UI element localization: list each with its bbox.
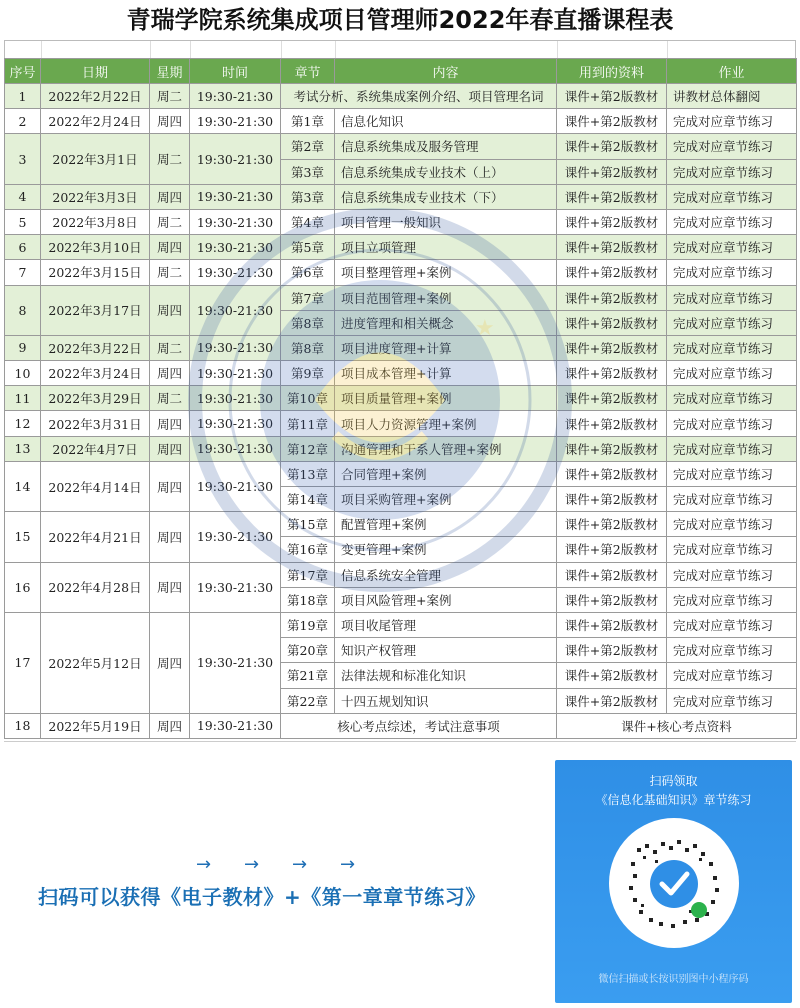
cell-date: 2022年3月31日 bbox=[41, 411, 150, 436]
cell-chapter: 第22章 bbox=[281, 688, 335, 713]
cell-time: 19:30-21:30 bbox=[190, 84, 281, 109]
cell-date: 2022年2月22日 bbox=[41, 84, 150, 109]
cell-date: 2022年3月8日 bbox=[41, 209, 150, 234]
cell-chapter: 第4章 bbox=[281, 209, 335, 234]
cell-homework: 完成对应章节练习 bbox=[667, 335, 797, 360]
cell-weekday: 周四 bbox=[150, 109, 190, 134]
mini-program-qr-code[interactable] bbox=[609, 818, 739, 948]
cell-material: 课件+第2版教材 bbox=[557, 638, 667, 663]
cell-content: 考试分析、系统集成案例介绍、项目管理名词 bbox=[281, 84, 557, 109]
cell-material: 课件+第2版教材 bbox=[557, 109, 667, 134]
cell-time: 19:30-21:30 bbox=[190, 512, 281, 562]
table-row bbox=[5, 436, 797, 461]
cell-homework: 完成对应章节练习 bbox=[667, 638, 797, 663]
cell-chapter: 第13章 bbox=[281, 461, 335, 486]
arrow-right-icon: → bbox=[196, 854, 212, 875]
table-row bbox=[5, 612, 797, 637]
cell-time: 19:30-21:30 bbox=[190, 260, 281, 285]
cell-time: 19:30-21:30 bbox=[190, 612, 281, 713]
cell-no: 5 bbox=[5, 209, 41, 234]
cell-content: 十四五规划知识 bbox=[335, 688, 557, 713]
cell-chapter: 第7章 bbox=[281, 285, 335, 310]
cell-material: 课件+第2版教材 bbox=[557, 386, 667, 411]
cell-no: 11 bbox=[5, 386, 41, 411]
cell-content: 信息系统集成专业技术（上） bbox=[335, 159, 557, 184]
cell-content: 信息系统安全管理 bbox=[335, 562, 557, 587]
cell-time: 19:30-21:30 bbox=[190, 461, 281, 511]
cell-no: 17 bbox=[5, 612, 41, 713]
cell-no: 8 bbox=[5, 285, 41, 335]
cell-no: 6 bbox=[5, 235, 41, 260]
cell-weekday: 周四 bbox=[150, 361, 190, 386]
table-row bbox=[5, 335, 797, 360]
cell-material: 课件+第2版教材 bbox=[557, 361, 667, 386]
cell-chapter: 第3章 bbox=[281, 184, 335, 209]
header-time: 时间 bbox=[190, 59, 281, 84]
table-row bbox=[5, 386, 797, 411]
cell-no: 12 bbox=[5, 411, 41, 436]
header-chapter: 章节 bbox=[281, 59, 335, 84]
cell-date: 2022年4月28日 bbox=[41, 562, 150, 612]
cell-homework: 完成对应章节练习 bbox=[667, 109, 797, 134]
cell-material: 课件+第2版教材 bbox=[557, 209, 667, 234]
cell-weekday: 周四 bbox=[150, 612, 190, 713]
header-homework: 作业 bbox=[667, 59, 797, 84]
cell-no: 7 bbox=[5, 260, 41, 285]
cell-date: 2022年4月7日 bbox=[41, 436, 150, 461]
promo-text: 扫码可以获得《电子教材》+《第一章章节练习》 bbox=[38, 885, 486, 909]
cell-homework: 完成对应章节练习 bbox=[667, 512, 797, 537]
cell-weekday: 周二 bbox=[150, 84, 190, 109]
cell-homework: 完成对应章节练习 bbox=[667, 235, 797, 260]
cell-date: 2022年3月29日 bbox=[41, 386, 150, 411]
table-header-row bbox=[5, 59, 797, 84]
cell-material: 课件+第2版教材 bbox=[557, 461, 667, 486]
cell-homework: 完成对应章节练习 bbox=[667, 461, 797, 486]
cell-date: 2022年3月17日 bbox=[41, 285, 150, 335]
cell-material: 课件+第2版教材 bbox=[557, 688, 667, 713]
cell-no: 2 bbox=[5, 109, 41, 134]
cell-material: 课件+第2版教材 bbox=[557, 612, 667, 637]
cell-weekday: 周四 bbox=[150, 713, 190, 738]
header-no: 序号 bbox=[5, 59, 41, 84]
cell-content: 知识产权管理 bbox=[335, 638, 557, 663]
table-row bbox=[5, 260, 797, 285]
cell-weekday: 周四 bbox=[150, 461, 190, 511]
cell-homework: 完成对应章节练习 bbox=[667, 159, 797, 184]
cell-homework: 完成对应章节练习 bbox=[667, 487, 797, 512]
cell-content: 变更管理+案例 bbox=[335, 537, 557, 562]
cell-weekday: 周四 bbox=[150, 235, 190, 260]
cell-date: 2022年3月15日 bbox=[41, 260, 150, 285]
cell-content: 信息化知识 bbox=[335, 109, 557, 134]
cell-material: 课件+核心考点资料 bbox=[557, 713, 797, 738]
cell-material: 课件+第2版教材 bbox=[557, 184, 667, 209]
cell-material: 课件+第2版教材 bbox=[557, 260, 667, 285]
cell-content: 信息系统集成专业技术（下） bbox=[335, 184, 557, 209]
cell-content: 合同管理+案例 bbox=[335, 461, 557, 486]
cell-chapter: 第20章 bbox=[281, 638, 335, 663]
cell-time: 19:30-21:30 bbox=[190, 713, 281, 738]
cell-no: 14 bbox=[5, 461, 41, 511]
cell-no: 4 bbox=[5, 184, 41, 209]
table-row bbox=[5, 184, 797, 209]
cell-weekday: 周四 bbox=[150, 411, 190, 436]
cell-material: 课件+第2版教材 bbox=[557, 663, 667, 688]
cell-homework: 完成对应章节练习 bbox=[667, 688, 797, 713]
cell-date: 2022年4月21日 bbox=[41, 512, 150, 562]
cell-chapter: 第5章 bbox=[281, 235, 335, 260]
header-date: 日期 bbox=[41, 59, 150, 84]
cell-material: 课件+第2版教材 bbox=[557, 512, 667, 537]
cell-weekday: 周二 bbox=[150, 134, 190, 184]
svg-text:★: ★ bbox=[475, 316, 495, 341]
cell-weekday: 周二 bbox=[150, 335, 190, 360]
cell-chapter: 第11章 bbox=[281, 411, 335, 436]
cell-material: 课件+第2版教材 bbox=[557, 310, 667, 335]
table-row bbox=[5, 134, 797, 159]
cell-time: 19:30-21:30 bbox=[190, 184, 281, 209]
cell-material: 课件+第2版教材 bbox=[557, 159, 667, 184]
cell-homework: 完成对应章节练习 bbox=[667, 436, 797, 461]
table-row bbox=[5, 512, 797, 537]
arrow-right-icon: → bbox=[292, 854, 308, 875]
qr-caption-subtitle: 《信息化基础知识》章节练习 bbox=[595, 793, 752, 807]
cell-date: 2022年3月3日 bbox=[41, 184, 150, 209]
cell-chapter: 第14章 bbox=[281, 487, 335, 512]
cell-time: 19:30-21:30 bbox=[190, 134, 281, 184]
cell-time: 19:30-21:30 bbox=[190, 562, 281, 612]
cell-chapter: 第21章 bbox=[281, 663, 335, 688]
cell-material: 课件+第2版教材 bbox=[557, 562, 667, 587]
table-row bbox=[5, 109, 797, 134]
cell-homework: 完成对应章节练习 bbox=[667, 411, 797, 436]
table-row bbox=[5, 411, 797, 436]
cell-homework: 讲教材总体翻阅 bbox=[667, 84, 797, 109]
table-row bbox=[5, 285, 797, 310]
cell-content: 核心考点综述，考试注意事项 bbox=[281, 713, 557, 738]
cell-time: 19:30-21:30 bbox=[190, 361, 281, 386]
cell-date: 2022年2月24日 bbox=[41, 109, 150, 134]
cell-homework: 完成对应章节练习 bbox=[667, 386, 797, 411]
cell-homework: 完成对应章节练习 bbox=[667, 184, 797, 209]
cell-chapter: 第3章 bbox=[281, 159, 335, 184]
cell-date: 2022年3月1日 bbox=[41, 134, 150, 184]
cell-content: 项目进度管理+计算 bbox=[335, 335, 557, 360]
cell-content: 项目收尾管理 bbox=[335, 612, 557, 637]
cell-weekday: 周四 bbox=[150, 285, 190, 335]
cell-homework: 完成对应章节练习 bbox=[667, 260, 797, 285]
cell-weekday: 周四 bbox=[150, 184, 190, 209]
cell-chapter: 第6章 bbox=[281, 260, 335, 285]
cell-chapter: 第2章 bbox=[281, 134, 335, 159]
cell-date: 2022年4月14日 bbox=[41, 461, 150, 511]
cell-time: 19:30-21:30 bbox=[190, 285, 281, 335]
table-row bbox=[5, 209, 797, 234]
cell-material: 课件+第2版教材 bbox=[557, 411, 667, 436]
cell-content: 项目质量管理+案例 bbox=[335, 386, 557, 411]
qr-hint: 微信扫描或长按识别图中小程序码 bbox=[598, 974, 749, 985]
page-title: 青瑞学院系统集成项目管理师2022年春直播课程表 bbox=[126, 6, 674, 34]
qr-card bbox=[555, 760, 792, 1003]
cell-weekday: 周四 bbox=[150, 512, 190, 562]
cell-no: 18 bbox=[5, 713, 41, 738]
cell-chapter: 第9章 bbox=[281, 361, 335, 386]
qr-pattern-icon bbox=[609, 818, 739, 948]
cell-chapter: 第8章 bbox=[281, 310, 335, 335]
cell-weekday: 周四 bbox=[150, 436, 190, 461]
cell-chapter: 第15章 bbox=[281, 512, 335, 537]
cell-content: 项目风险管理+案例 bbox=[335, 587, 557, 612]
cell-weekday: 周二 bbox=[150, 209, 190, 234]
promo-arrows bbox=[196, 854, 366, 875]
cell-material: 课件+第2版教材 bbox=[557, 587, 667, 612]
cell-homework: 完成对应章节练习 bbox=[667, 361, 797, 386]
header-weekday: 星期 bbox=[150, 59, 190, 84]
cell-time: 19:30-21:30 bbox=[190, 209, 281, 234]
cell-weekday: 周二 bbox=[150, 386, 190, 411]
cell-weekday: 周二 bbox=[150, 260, 190, 285]
cell-chapter: 第17章 bbox=[281, 562, 335, 587]
cell-content: 沟通管理和干系人管理+案例 bbox=[335, 436, 557, 461]
cell-chapter: 第18章 bbox=[281, 587, 335, 612]
cell-content: 项目范围管理+案例 bbox=[335, 285, 557, 310]
cell-weekday: 周四 bbox=[150, 562, 190, 612]
cell-date: 2022年5月12日 bbox=[41, 612, 150, 713]
header-content: 内容 bbox=[335, 59, 557, 84]
header-material: 用到的资料 bbox=[557, 59, 667, 84]
cell-time: 19:30-21:30 bbox=[190, 436, 281, 461]
cell-chapter: 第19章 bbox=[281, 612, 335, 637]
cell-no: 13 bbox=[5, 436, 41, 461]
cell-material: 课件+第2版教材 bbox=[557, 134, 667, 159]
course-schedule-table bbox=[4, 58, 797, 739]
cell-chapter: 第8章 bbox=[281, 335, 335, 360]
cell-time: 19:30-21:30 bbox=[190, 411, 281, 436]
cell-content: 项目管理一般知识 bbox=[335, 209, 557, 234]
cell-homework: 完成对应章节练习 bbox=[667, 587, 797, 612]
qr-caption-title: 扫码领取 bbox=[649, 774, 698, 788]
cell-homework: 完成对应章节练习 bbox=[667, 562, 797, 587]
cell-homework: 完成对应章节练习 bbox=[667, 134, 797, 159]
cell-material: 课件+第2版教材 bbox=[557, 537, 667, 562]
cell-homework: 完成对应章节练习 bbox=[667, 612, 797, 637]
cell-no: 16 bbox=[5, 562, 41, 612]
cell-content: 项目采购管理+案例 bbox=[335, 487, 557, 512]
cell-content: 进度管理和相关概念 bbox=[335, 310, 557, 335]
cell-no: 9 bbox=[5, 335, 41, 360]
cell-no: 1 bbox=[5, 84, 41, 109]
table-row bbox=[5, 84, 797, 109]
cell-time: 19:30-21:30 bbox=[190, 235, 281, 260]
cell-homework: 完成对应章节练习 bbox=[667, 663, 797, 688]
cell-chapter: 第10章 bbox=[281, 386, 335, 411]
table-row bbox=[5, 713, 797, 738]
cell-chapter: 第12章 bbox=[281, 436, 335, 461]
cell-date: 2022年3月22日 bbox=[41, 335, 150, 360]
table-row bbox=[5, 235, 797, 260]
cell-homework: 完成对应章节练习 bbox=[667, 537, 797, 562]
cell-date: 2022年5月19日 bbox=[41, 713, 150, 738]
cell-material: 课件+第2版教材 bbox=[557, 84, 667, 109]
cell-material: 课件+第2版教材 bbox=[557, 436, 667, 461]
table-row bbox=[5, 562, 797, 587]
cell-material: 课件+第2版教材 bbox=[557, 335, 667, 360]
table-row bbox=[5, 461, 797, 486]
cell-content: 项目整理管理+案例 bbox=[335, 260, 557, 285]
cell-chapter: 第16章 bbox=[281, 537, 335, 562]
cell-no: 3 bbox=[5, 134, 41, 184]
cell-material: 课件+第2版教材 bbox=[557, 285, 667, 310]
cell-no: 10 bbox=[5, 361, 41, 386]
cell-content: 项目人力资源管理+案例 bbox=[335, 411, 557, 436]
cell-content: 法律法规和标准化知识 bbox=[335, 663, 557, 688]
cell-homework: 完成对应章节练习 bbox=[667, 285, 797, 310]
cell-time: 19:30-21:30 bbox=[190, 335, 281, 360]
cell-content: 项目成本管理+计算 bbox=[335, 361, 557, 386]
cell-time: 19:30-21:30 bbox=[190, 386, 281, 411]
cell-content: 信息系统集成及服务管理 bbox=[335, 134, 557, 159]
cell-homework: 完成对应章节练习 bbox=[667, 209, 797, 234]
cell-chapter: 第1章 bbox=[281, 109, 335, 134]
cell-homework: 完成对应章节练习 bbox=[667, 310, 797, 335]
cell-no: 15 bbox=[5, 512, 41, 562]
arrow-right-icon: → bbox=[244, 854, 260, 875]
arrow-right-icon: → bbox=[340, 854, 356, 875]
cell-material: 课件+第2版教材 bbox=[557, 235, 667, 260]
cell-date: 2022年3月24日 bbox=[41, 361, 150, 386]
cell-material: 课件+第2版教材 bbox=[557, 487, 667, 512]
table-row bbox=[5, 361, 797, 386]
cell-date: 2022年3月10日 bbox=[41, 235, 150, 260]
cell-content: 配置管理+案例 bbox=[335, 512, 557, 537]
cell-content: 项目立项管理 bbox=[335, 235, 557, 260]
cell-time: 19:30-21:30 bbox=[190, 109, 281, 134]
table-spacer-row bbox=[4, 40, 796, 58]
schedule-body bbox=[5, 84, 797, 739]
